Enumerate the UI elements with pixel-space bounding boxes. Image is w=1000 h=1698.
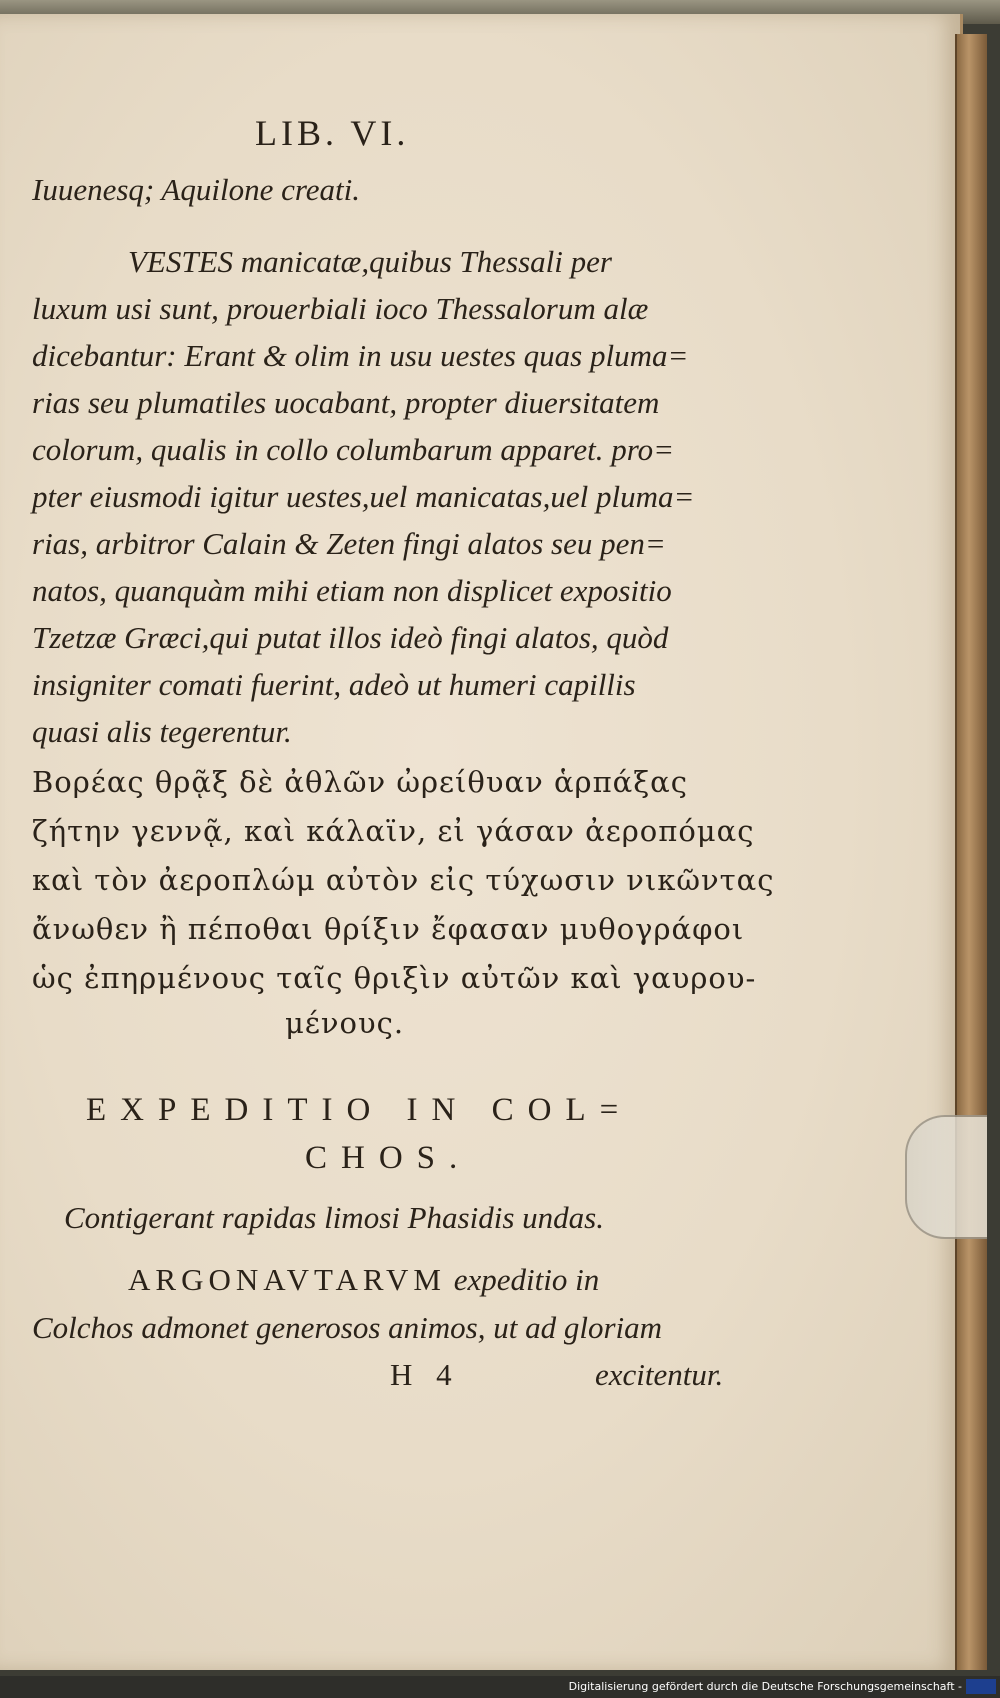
section-heading: EXPEDITIO IN COL=: [86, 1092, 633, 1128]
text-fragment: expeditio in: [453, 1262, 600, 1297]
text-line: insigniter comati fuerint, adeò ut humeri capillis: [32, 667, 636, 702]
text-line: Iuuenesq; Aquilone creati.: [32, 172, 360, 207]
text-line: quasi alis tegerentur.: [32, 714, 292, 749]
text-line: Tzetzæ Græci,qui putat illos ideò fingi alatos, quòd: [32, 620, 669, 655]
text-line: pter eiusmodi igitur uestes,uel manicatas,uel pluma=: [32, 479, 695, 514]
text-line: luxum usi sunt, prouerbiali ioco Thessalorum alæ: [32, 291, 649, 326]
greek-line: ὡς ἐπηρμένους ταῖς θριξὶν αὐτῶν καὶ γαυρου-: [32, 961, 757, 995]
greek-line: Βορέας θρᾷξ δὲ ἀθλῶν ὠρείθυαν ἁρπάξας: [32, 765, 689, 799]
text-line: Colchos admonet generosos animos, ut ad gloriam: [32, 1310, 663, 1345]
footer-credit: Digitalisierung gefördert durch die Deutsche Forschungsgemeinschaft -: [568, 1680, 962, 1693]
catchword: excitentur.: [595, 1357, 724, 1392]
greek-line: καὶ τὸν ἀεροπλώμ αὐτὸν εἰς τύχωσιν νικῶντας: [32, 863, 775, 897]
dfg-logo: [966, 1679, 996, 1694]
greek-line: μένους.: [285, 1006, 405, 1040]
text-line: dicebantur: Erant & olim in usu uestes quas pluma=: [32, 338, 689, 373]
running-head: LIB. VI.: [255, 113, 410, 153]
greek-line: ζήτην γεννᾷ, καὶ κάλαϊν, εἰ γάσαν ἀεροπόμας: [32, 814, 755, 848]
text-line: VESTES manicatæ,quibus Thessali per: [128, 244, 612, 279]
page-edge: [955, 34, 987, 1670]
text-line: rias, arbitror Calain & Zeten fingi alatos seu pen=: [32, 526, 666, 561]
text-line: natos, quanquàm mihi etiam non displicet expositio: [32, 573, 672, 608]
signature-mark: H 4: [390, 1357, 460, 1392]
text-line: [128, 1262, 599, 1298]
section-heading: CHOS.: [305, 1140, 472, 1176]
verse-line: Contigerant rapidas limosi Phasidis undas.: [64, 1200, 604, 1235]
page-clip: [905, 1115, 987, 1239]
caps-word: ARGONAVTARVM: [128, 1262, 446, 1297]
text-line: rias seu plumatiles uocabant, propter diuersitatem: [32, 385, 660, 420]
greek-line: ἄνωθεν ἢ πέποθαι θρίξιν ἔφασαν μυθογράφοι: [32, 912, 745, 946]
text-line: colorum, qualis in collo columbarum apparet. pro=: [32, 432, 675, 467]
